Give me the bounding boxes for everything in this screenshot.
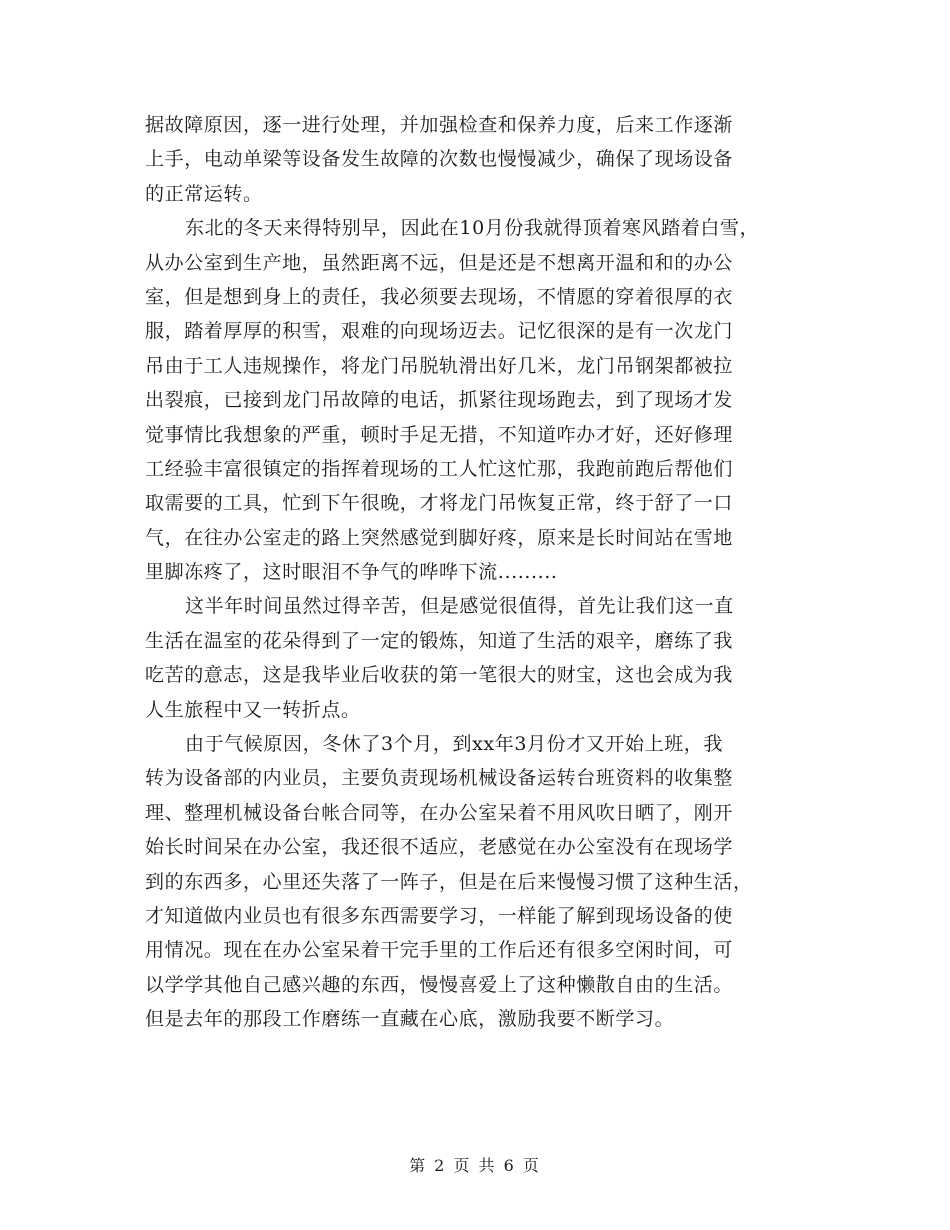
text-line: 吊由于工人违规操作，将龙门吊脱轨滑出好几米，龙门吊钢架都被拉 xyxy=(145,354,734,377)
text-line: 的正常运转。 xyxy=(145,182,263,205)
text-line: 工经验丰富很镇定的指挥着现场的工人忙这忙那，我跑前跑后帮他们 xyxy=(145,457,734,480)
text-line: 从办公室到生产地，虽然距离不远，但是还是不想离开温和和的办公 xyxy=(145,251,734,274)
text-line: 觉事情比我想象的严重，顿时手足无措，不知道咋办才好，还好修理 xyxy=(145,423,734,446)
text-line: 生活在温室的花朵得到了一定的锻炼，知道了生活的艰辛，磨练了我 xyxy=(145,629,734,652)
text-line: 到的东西多，心里还失落了一阵子，但是在后来慢慢习惯了这种生活， xyxy=(145,870,753,893)
text-line: 理、整理机械设备台帐合同等，在办公室呆着不用风吹日晒了，刚开 xyxy=(145,801,734,824)
text-line: 才知道做内业员也有很多东西需要学习，一样能了解到现场设备的使 xyxy=(145,904,734,927)
text-line: 据故障原因，逐一进行处理，并加强检查和保养力度，后来工作逐渐 xyxy=(145,114,734,136)
text-line: 用情况。现在在办公室呆着干完手里的工作后还有很多空闲时间，可 xyxy=(145,939,734,962)
text-line: 气，在往办公室走的路上突然感觉到脚好疼，原来是长时间站在雪地 xyxy=(145,526,734,549)
page-number-footer: 第 2 页 共 6 页 xyxy=(409,1156,541,1175)
text-line: 上手，电动单梁等设备发生故障的次数也慢慢减少，确保了现场设备 xyxy=(145,148,734,171)
text-line: 里脚冻疼了，这时眼泪不争气的哗哗下流......... xyxy=(145,561,558,584)
text-line: 始长时间呆在办公室，我还很不适应，老感觉在办公室没有在现场学 xyxy=(145,836,734,859)
text-line: 出裂痕，已接到龙门吊故障的电话，抓紧往现场跑去，到了现场才发 xyxy=(145,389,734,412)
text-line: 吃苦的意志，这是我毕业后收获的第一笔很大的财宝，这也会成为我 xyxy=(145,664,734,687)
text-line: 取需要的工具，忙到下午很晚，才将龙门吊恢复正常，终于舒了一口 xyxy=(145,492,734,515)
text-line: 以学学其他自己感兴趣的东西，慢慢喜爱上了这种懒散自由的生活。 xyxy=(145,973,734,996)
text-line: 室，但是想到身上的责任，我必须要去现场，不情愿的穿着很厚的衣 xyxy=(145,285,734,308)
text-line: 服，踏着厚厚的积雪，艰难的向现场迈去。记忆很深的是有一次龙门 xyxy=(145,320,734,343)
body-text xyxy=(145,108,825,1037)
text-line: 但是去年的那段工作磨练一直藏在心底，激励我要不断学习。 xyxy=(145,1008,675,1031)
paragraph-start-line: 这半年时间虽然过得辛苦，但是感觉很值得，首先让我们这一直 xyxy=(185,595,734,618)
paragraph-start-line: 东北的冬天来得特别早，因此在10月份我就得顶着寒风踏着白雪， xyxy=(185,217,760,240)
text-line: 转为设备部的内业员，主要负责现场机械设备运转台班资料的收集整 xyxy=(145,767,734,790)
text-line: 人生旅程中又一转折点。 xyxy=(145,698,361,721)
paragraph-start-line: 由于气候原因，冬休了3个月，到xx年3月份才又开始上班，我 xyxy=(185,733,724,756)
